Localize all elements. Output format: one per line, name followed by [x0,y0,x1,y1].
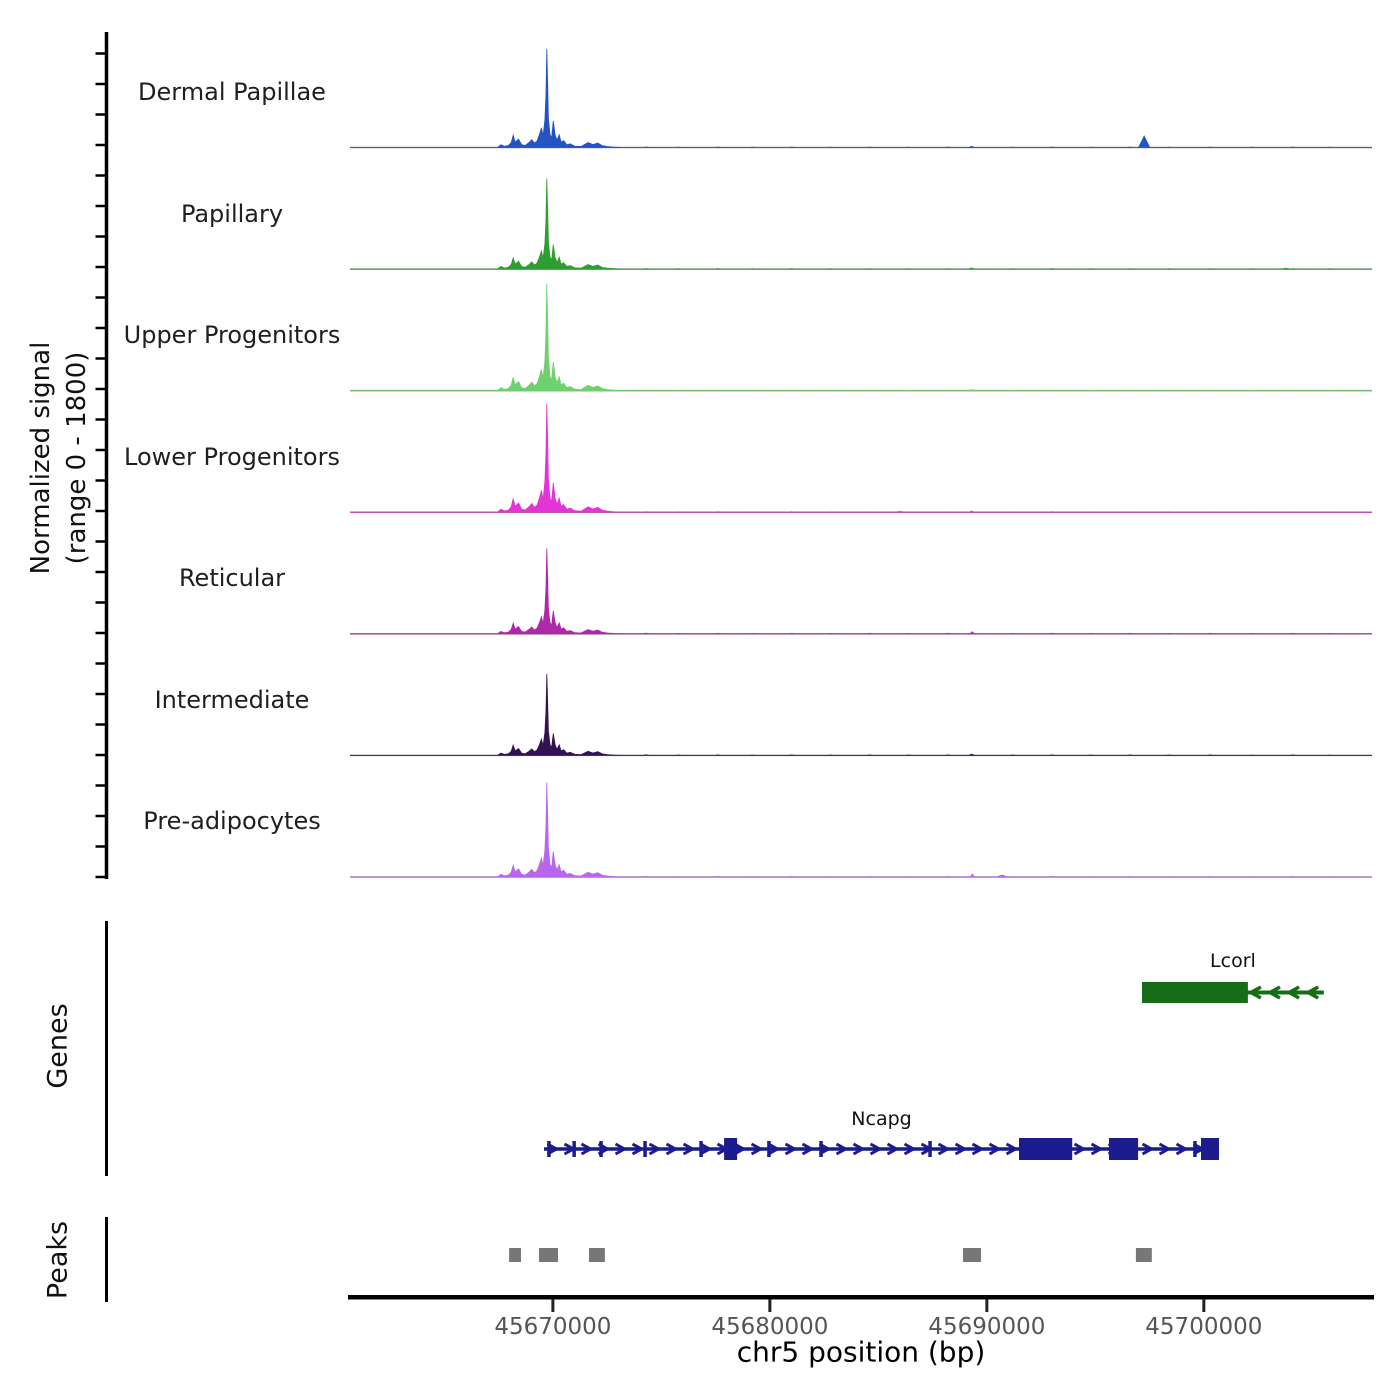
gene-exon-tick-ncapg [1193,1141,1197,1157]
gene-exon-block-lcorl [1142,982,1248,1003]
gene-exon-tick-ncapg [643,1141,647,1157]
gene-exon-block-ncapg [724,1138,737,1160]
track-label-dermal-papillae: Dermal Papillae [138,78,326,106]
track-label-upper-progenitors: Upper Progenitors [123,321,341,350]
x-tick-label-45700000: 45700000 [1145,1314,1263,1340]
signal-area-upper-progenitors [350,284,1372,391]
x-tick-label-45680000: 45680000 [711,1314,829,1340]
gene-exon-tick-ncapg [572,1141,576,1157]
track-label-pre-adipocytes: Pre-adipocytes [143,807,321,836]
gene-label-lcorl: Lcorl [1210,950,1256,972]
gene-label-ncapg: Ncapg [851,1108,912,1130]
x-axis-title: chr5 position (bp) [736,1335,986,1369]
gene-exon-tick-ncapg [819,1141,823,1157]
peak-interval-box [589,1248,605,1262]
peak-interval-box [963,1248,981,1262]
signal-area-dermal-papillae [350,49,1372,148]
genes-section-label: Genes [42,1003,74,1089]
signal-area-papillary [350,179,1372,270]
gene-exon-block-ncapg [1019,1138,1072,1160]
peak-interval-box [1136,1248,1152,1262]
signal-area-lower-progenitors [350,404,1372,513]
y-axis-label-line2: (range 0 - 1800) [62,351,92,565]
y-axis-label [23,342,95,575]
signal-area-pre-adipocytes [350,782,1372,877]
gene-exon-tick-ncapg [928,1141,932,1157]
peak-interval-box [509,1248,521,1262]
track-label-intermediate: Intermediate [154,685,310,714]
gene-exon-tick-ncapg [599,1141,603,1157]
track-label-lower-progenitors: Lower Progenitors [124,442,340,471]
gene-exon-tick-ncapg [699,1141,703,1157]
gene-exon-tick-ncapg [767,1141,771,1157]
peaks-section-label: Peaks [42,1220,74,1300]
signal-area-intermediate [350,674,1372,755]
track-label-papillary: Papillary [180,199,284,228]
track-label-reticular: Reticular [178,564,286,593]
x-tick-label-45690000: 45690000 [928,1314,1046,1340]
gene-exon-block-ncapg [1201,1138,1219,1160]
y-axis-label-line1: Normalized signal [26,341,56,575]
x-axis-line [348,1295,1374,1300]
x-tick-label-45670000: 45670000 [494,1314,612,1340]
gene-exon-tick-ncapg [547,1141,551,1157]
peak-interval-box [539,1248,558,1262]
gene-exon-block-ncapg [1109,1138,1138,1160]
signal-area-reticular [350,548,1372,633]
